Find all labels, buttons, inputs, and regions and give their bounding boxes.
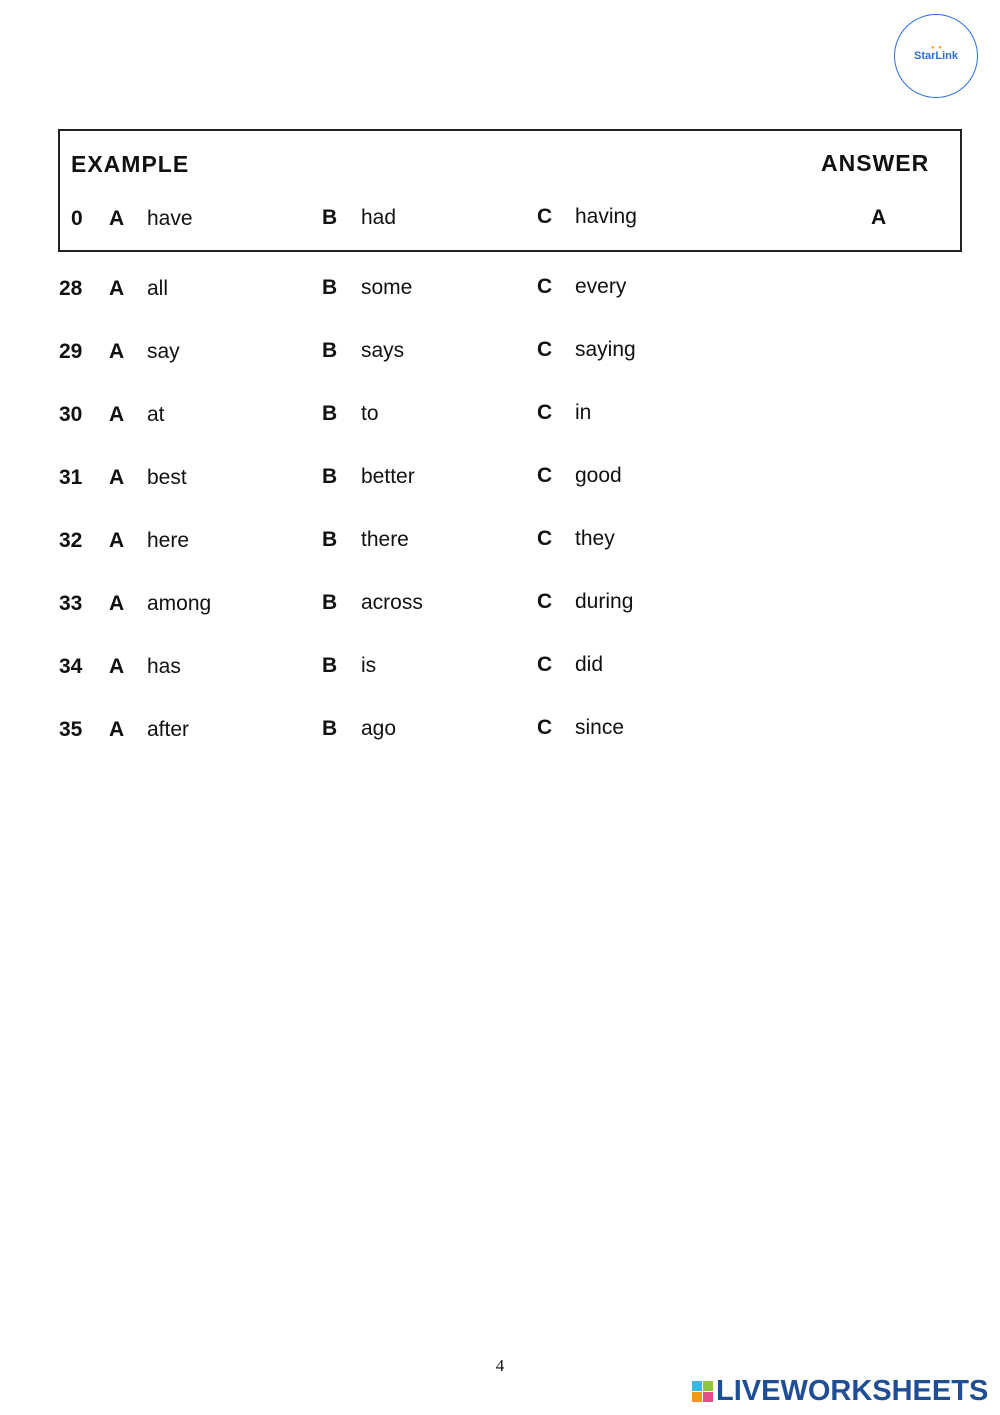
option-letter: C [537, 275, 553, 298]
icon-square [692, 1392, 702, 1402]
option-letter: C [537, 716, 553, 739]
option-word: during [575, 590, 634, 613]
option-word: among [147, 592, 212, 615]
icon-square [692, 1381, 702, 1391]
option-letter: A [109, 207, 125, 230]
option-word: had [361, 206, 397, 229]
option-letter: C [537, 401, 553, 424]
option-letter: B [322, 402, 338, 425]
question-number: 30 [59, 403, 83, 426]
option-letter: A [109, 403, 125, 426]
option-letter: B [322, 654, 338, 677]
option-word: some [361, 276, 413, 299]
option-word: ago [361, 717, 397, 740]
option-word: good [575, 464, 622, 487]
example-number: 0 [71, 207, 83, 230]
option-letter: B [322, 206, 338, 229]
option-letter: B [322, 591, 338, 614]
option-word: there [361, 528, 409, 551]
star-dots-icon: ● ● [931, 45, 943, 51]
option-word: better [361, 465, 415, 488]
icon-square [703, 1392, 713, 1402]
option-word: did [575, 653, 604, 676]
option-letter: A [109, 340, 125, 363]
question-number: 35 [59, 718, 83, 741]
option-letter: C [537, 590, 553, 613]
option-letter: B [322, 465, 338, 488]
starlink-logo-text: StarLink [913, 50, 958, 62]
example-heading: EXAMPLE [71, 151, 190, 177]
option-word: every [575, 275, 627, 298]
question-number: 28 [59, 277, 83, 300]
liveworksheets-icon [692, 1381, 713, 1402]
option-letter: A [109, 655, 125, 678]
liveworksheets-logo [692, 1375, 988, 1408]
option-word: saying [575, 338, 636, 361]
option-word: at [147, 403, 165, 426]
question-number: 31 [59, 466, 83, 489]
page-number: 4 [495, 1356, 505, 1375]
example-answer: A [871, 206, 887, 229]
option-word: across [361, 591, 423, 614]
option-word: has [147, 655, 181, 678]
option-letter: A [109, 277, 125, 300]
liveworksheets-brand: LIVEWORKSHEETS [716, 1375, 989, 1407]
option-letter: B [322, 717, 338, 740]
option-letter: C [537, 653, 553, 676]
option-letter: C [537, 527, 553, 550]
option-letter: C [537, 205, 553, 228]
answer-heading: ANSWER [821, 150, 930, 176]
option-letter: B [322, 276, 338, 299]
option-word: in [575, 401, 592, 424]
option-word: they [575, 527, 615, 550]
question-number: 33 [59, 592, 83, 615]
option-letter: B [322, 528, 338, 551]
option-letter: A [109, 718, 125, 741]
starlink-logo [894, 14, 978, 98]
icon-square [703, 1381, 713, 1391]
option-word: say [147, 340, 180, 363]
option-word: is [361, 654, 377, 677]
option-word: says [361, 339, 405, 362]
option-letter: A [109, 592, 125, 615]
option-letter: C [537, 338, 553, 361]
option-letter: B [322, 339, 338, 362]
option-letter: C [537, 464, 553, 487]
option-word: here [147, 529, 190, 552]
option-word: after [147, 718, 190, 741]
example-box [58, 129, 962, 252]
question-number: 29 [59, 340, 83, 363]
option-word: best [147, 466, 187, 489]
question-number: 32 [59, 529, 83, 552]
option-word: since [575, 716, 625, 739]
option-letter: A [109, 529, 125, 552]
option-word: having [575, 205, 637, 228]
question-number: 34 [59, 655, 83, 678]
option-word: to [361, 402, 379, 425]
option-word: all [147, 277, 169, 300]
option-word: have [147, 207, 193, 230]
option-letter: A [109, 466, 125, 489]
